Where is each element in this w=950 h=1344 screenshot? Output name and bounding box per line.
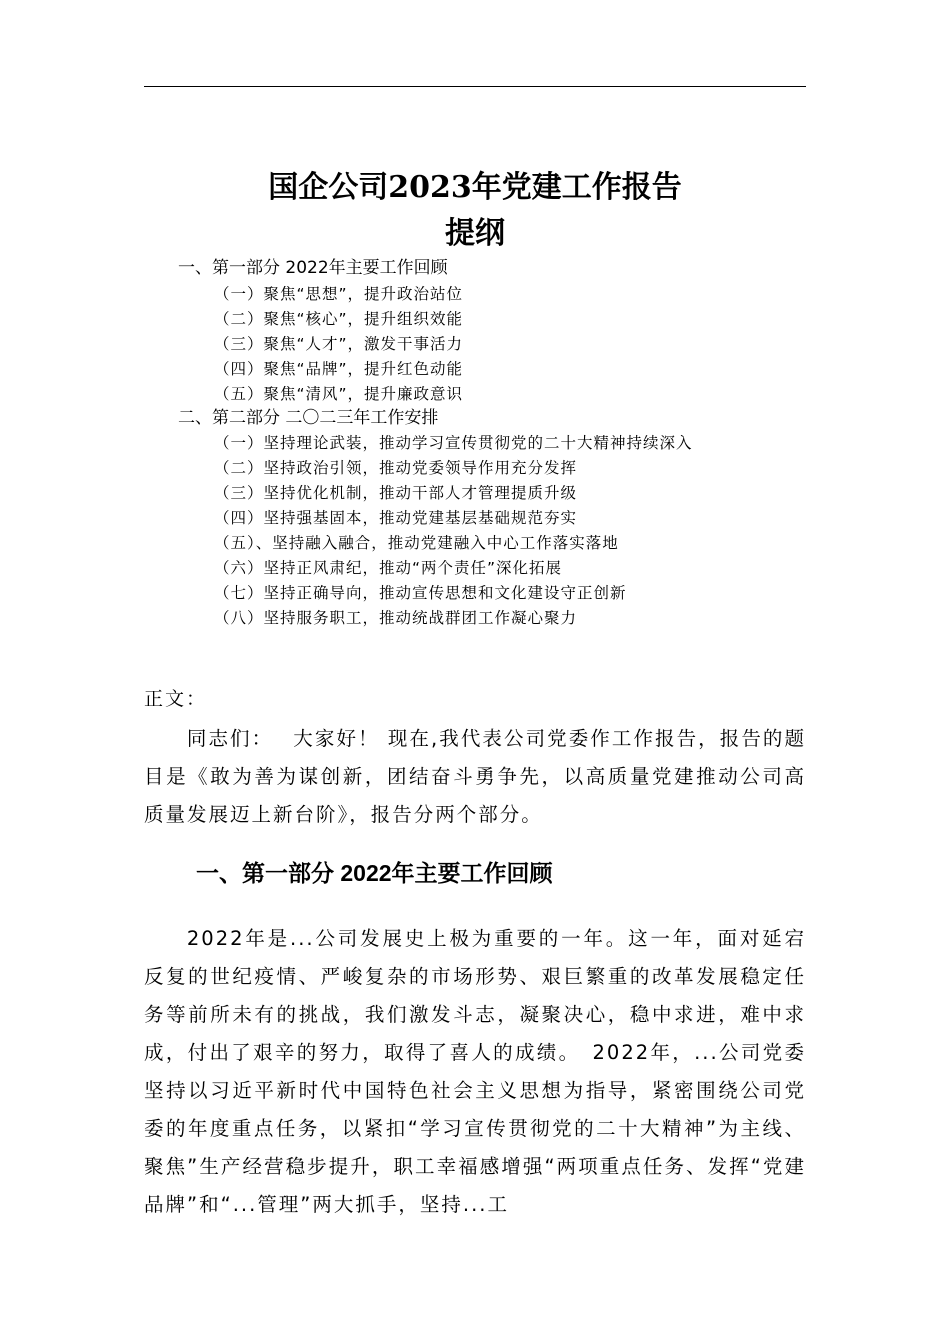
document-subtitle: 提纲 [445,216,505,251]
outline-item: （四）坚持强基固本，推动党建基层基础规范夯实 [214,509,578,527]
opening-paragraph: 同志们： 大家好！ 现在,我代表公司党委作工作报告，报告的题目是《敢为善为谋创新，团结奋斗勇争先，以高质量党建推动公司高质量发展迈上新台阶》，报告分两个部分。 [144,727,806,826]
outline-part1-heading: 一、第一部分 2022年主要工作回顾 [178,258,448,278]
outline-item: （一）坚持理论武装，推动学习宣传贯彻党的二十大精神持续深入 [214,434,693,452]
outline-item: （三）聚焦“人才”，激发干事活力 [214,335,464,353]
outline-part2-heading: 二、第二部分 二〇二三年工作安排 [178,408,439,428]
section1-heading: 一、第一部分 2022年主要工作回顾 [196,860,553,886]
header-rule [144,86,806,87]
outline-item: （二）聚焦“核心”，提升组织效能 [214,310,464,328]
document-title: 国企公司2023年党建工作报告 [268,170,682,205]
outline-item: （六）坚持正风肃纪，推动“两个责任”深化拓展 [214,559,563,577]
outline-item: （七）坚持正确导向，推动宣传思想和文化建设守正创新 [214,584,627,602]
body-label: 正文： [144,688,208,710]
section1-paragraph: 2022年是...公司发展史上极为重要的一年。这一年，面对延宕反复的世纪疫情、严峻复杂的市场形势、艰巨繁重的改革发展稳定任务等前所未有的挑战，我们激发斗志，凝聚决心，稳中求进，难中求成，付出了艰辛的努力，取得了喜人的成绩。 2022年，...公司党委坚持以习近平新时代中国特色社会主义思想为指导，紧密围绕公司党委的年度重点任务，以紧扣“学习宣传贯彻党的二十大精神”为主线、聚焦”生产经营稳步提升，职工幸福感增强“两项重点任务、发挥“党建品牌”和“...管理”两大抓手，坚持...工 [144,927,806,1216]
outline-item: （八）坚持服务职工，推动统战群团工作凝心聚力 [214,609,578,627]
outline-item: （二）坚持政治引领，推动党委领导作用充分发挥 [214,459,578,477]
outline-item: （五）聚焦“清风”，提升廉政意识 [214,385,464,403]
outline-item: （五）、坚持融入融合，推动党建融入中心工作落实落地 [214,534,619,552]
outline-item: （三）坚持优化机制，推动干部人才管理提质升级 [214,484,578,502]
outline-item: （一）聚焦“思想”，提升政治站位 [214,285,464,303]
outline-item: （四）聚焦“品牌”，提升红色动能 [214,360,464,378]
